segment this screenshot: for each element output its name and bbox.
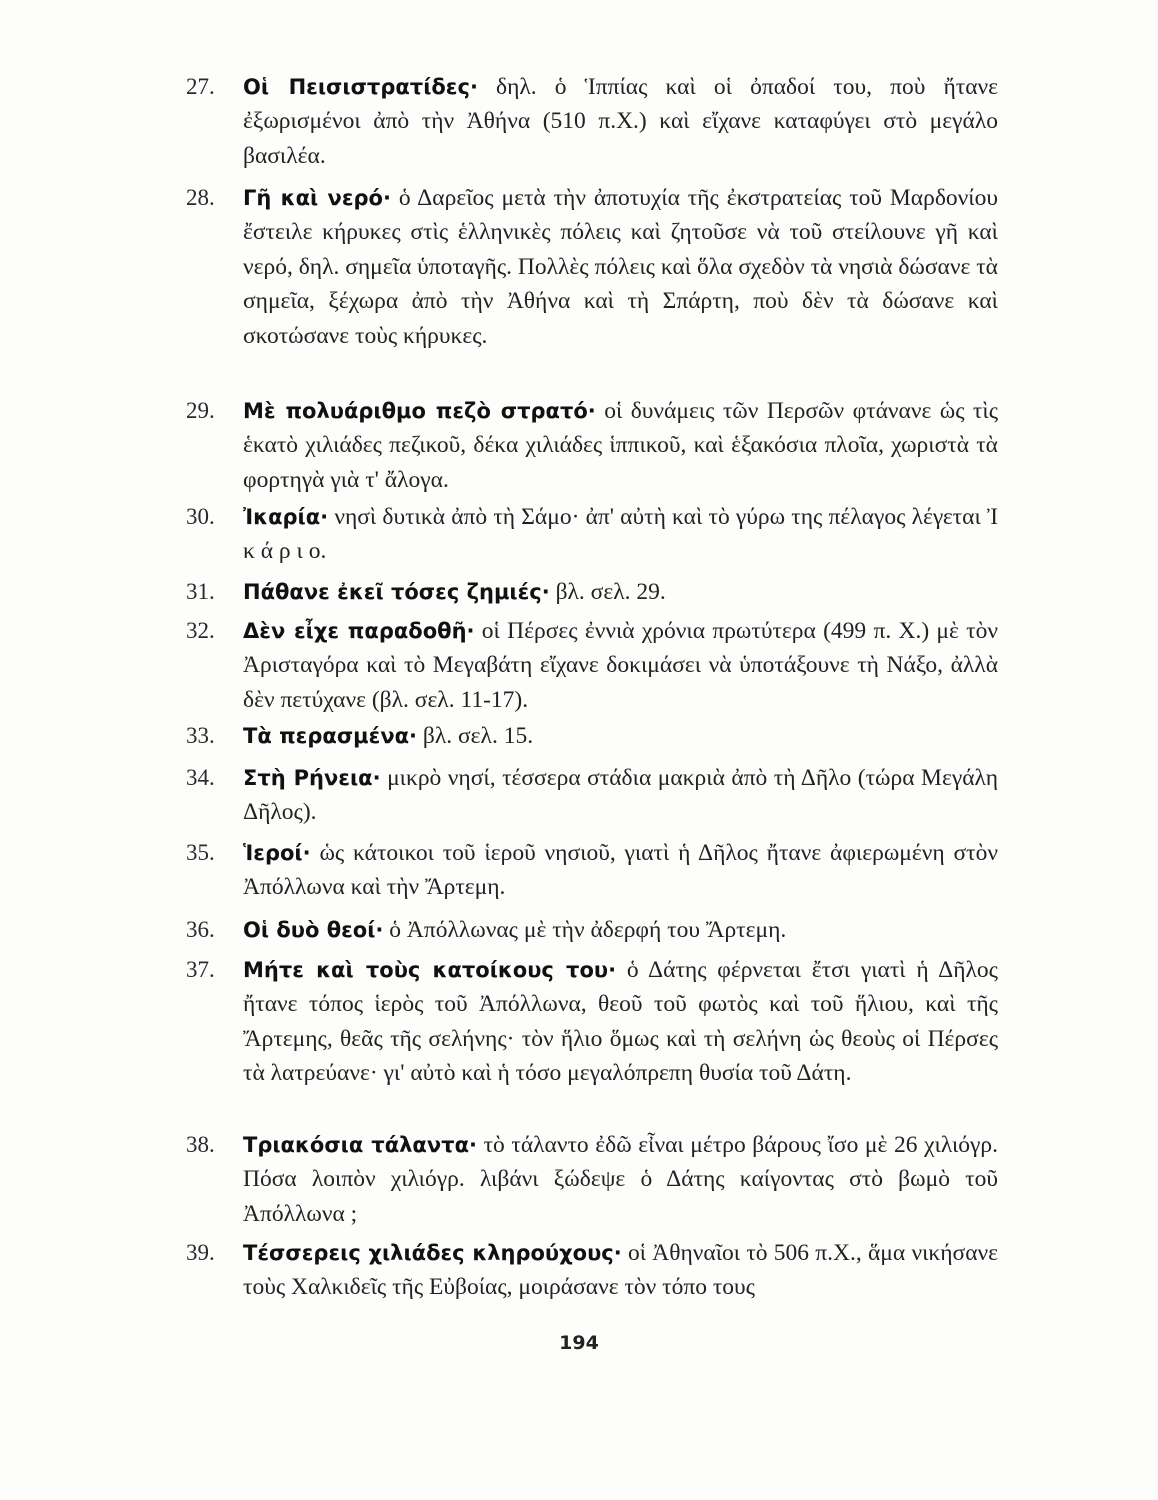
- note-heading: Οἱ δυὸ θεοί·: [243, 918, 384, 942]
- note-number: 37.: [186, 957, 215, 982]
- note-text: [243, 836, 998, 905]
- note-body: τὸ τάλαντο ἐδῶ εἶναι μέτρο βάρους ἴσο μὲ 26 χιλιόγρ. Πόσα λοιπὸν χιλιόγρ. λιβάνι ξώδεψε ὁ Δάτης καίγοντας στὸ βωμὸ τοῦ Ἀπόλλωνα ;: [243, 1132, 998, 1227]
- note-number: 39.: [186, 1240, 215, 1265]
- note-body: μικρὸ νησί, τέσσερα στάδια μακριὰ ἀπὸ τὴ Δῆλο (τώρα Μεγάλη Δῆλος).: [243, 765, 998, 826]
- note-text: [243, 1128, 998, 1231]
- note-37: [186, 953, 998, 1091]
- note-number: 34.: [186, 765, 215, 790]
- note-body: οἱ Ἀθηναῖοι τὸ 506 π.Χ., ἅμα νικήσανε τοὺς Χαλκιδεῖς τῆς Εὐβοίας, μοιράσανε τὸν τόπο τους: [243, 1240, 999, 1301]
- note-number: 28.: [186, 185, 215, 210]
- note-body: δηλ. ὁ Ἱππίας καὶ οἱ ὀπαδοί του, ποὺ ἤτανε ἐξωρισμένοι ἀπὸ τὴν Ἀθήνα (510 π.Χ.) καὶ εἴχανε καταφύγει στὸ μεγάλο βασιλέα.: [243, 74, 998, 169]
- page-number: 194: [559, 1332, 599, 1354]
- note-number: 38.: [186, 1132, 215, 1157]
- note-28: [186, 181, 998, 353]
- note-heading: Ἰκαρία·: [243, 505, 329, 529]
- note-text: [243, 70, 998, 173]
- note-36: [186, 913, 998, 947]
- note-heading: Τὰ περασμένα·: [243, 724, 418, 748]
- note-text: [243, 913, 998, 947]
- note-body: νησὶ δυτικὰ ἀπὸ τὴ Σάμο· ἀπ' αὐτὴ καὶ τὸ γύρω της πέλαγος λέγεται Ἰ κ ά ρ ι ο.: [243, 504, 998, 565]
- note-heading: Τριακόσια τάλαντα·: [243, 1133, 477, 1157]
- note-heading: Οἱ Πεισιστρατίδες·: [243, 75, 478, 99]
- note-heading: Τέσσερεις χιλιάδες κληρούχους·: [243, 1241, 622, 1265]
- note-number: 31.: [186, 579, 215, 604]
- note-38: [186, 1128, 998, 1231]
- note-33: [186, 719, 998, 753]
- note-text: [243, 719, 998, 753]
- note-number: 35.: [186, 840, 215, 865]
- note-heading: Γῆ καὶ νερό·: [243, 186, 391, 210]
- note-heading: Στὴ Ρήνεια·: [243, 766, 381, 790]
- note-heading: Δὲν εἶχε παραδοθῆ·: [243, 619, 475, 643]
- note-text: [243, 575, 998, 609]
- note-number: 30.: [186, 504, 215, 529]
- note-number: 27.: [186, 74, 215, 99]
- note-heading: Ἱεροί·: [243, 841, 311, 865]
- note-text: [243, 394, 998, 497]
- note-body: ὁ Ἀπόλλωνας μὲ τὴν ἀδερφή του Ἄρτεμη.: [389, 917, 787, 943]
- note-text: [243, 500, 998, 569]
- note-31: [186, 575, 998, 609]
- note-body: ὁ Δάτης φέρνεται ἔτσι γιατὶ ἡ Δῆλος ἤτανε τόπος ἱερὸς τοῦ Ἀπόλλωνα, θεοῦ τοῦ φωτὸς καὶ τοῦ ἥλιου, καὶ τῆς Ἄρτεμης, θεᾶς τῆς σελήνης· τὸν ἥλιο ὅμως καὶ τὴ σελήνη ὡς θεοὺς οἱ Πέρσες τὰ λατρεύανε· γι' αὐτὸ καὶ ἡ τόσο μεγαλόπρεπη θυσία τοῦ Δάτη.: [243, 957, 998, 1087]
- note-number: 36.: [186, 917, 215, 942]
- note-number: 29.: [186, 398, 215, 423]
- note-text: [243, 761, 998, 830]
- note-body: ὁ Δαρεῖος μετὰ τὴν ἀποτυχία τῆς ἐκστρατείας τοῦ Μαρδονίου ἔστειλε κήρυκες στὶς ἑλληνικὲς πόλεις καὶ ζητοῦσε νὰ τοῦ στείλουνε γῆ καὶ νερό, δηλ. σημεῖα ὑποταγῆς. Πολλὲς πόλεις καὶ ὅλα σχεδὸν τὰ νησιὰ δώσανε τὰ σημεῖα, ξέχωρα ἀπὸ τὴν Ἀθήνα καὶ τὴ Σπάρτη, ποὺ δὲν τὰ δώσανε καὶ σκοτώσανε τοὺς κήρυκες.: [243, 185, 999, 349]
- note-heading: Μήτε καὶ τοὺς κατοίκους του·: [243, 958, 617, 982]
- note-32: [186, 614, 998, 717]
- note-29: [186, 394, 998, 497]
- note-34: [186, 761, 998, 830]
- note-body: οἱ Πέρσες ἐννιὰ χρόνια πρωτύτερα (499 π. Χ.) μὲ τὸν Ἀρισταγόρα καὶ τὸ Μεγαβάτη εἴχανε δοκιμάσει νὰ ὑποτάξουνε τὴ Νάξο, ἀλλὰ δὲν πετύχανε (βλ. σελ. 11-17).: [243, 618, 999, 713]
- note-30: [186, 500, 998, 569]
- note-body: βλ. σελ. 29.: [555, 579, 666, 605]
- note-text: [243, 953, 998, 1091]
- note-heading: Μὲ πολυάριθμο πεζὸ στρατό·: [243, 399, 596, 423]
- note-number: 33.: [186, 723, 215, 748]
- note-text: [243, 614, 998, 717]
- note-text: [243, 1236, 998, 1305]
- note-body: βλ. σελ. 15.: [422, 723, 534, 749]
- note-heading: Πάθανε ἐκεῖ τόσες ζημιές·: [243, 580, 550, 604]
- note-text: [243, 181, 998, 353]
- note-body: ὡς κάτοικοι τοῦ ἱεροῦ νησιοῦ, γιατὶ ἡ Δῆλος ἤτανε ἀφιερωμένη στὸν Ἀπόλλωνα καὶ τὴν Ἄρτεμη.: [243, 840, 999, 901]
- note-39: [186, 1236, 998, 1305]
- note-number: 32.: [186, 618, 215, 643]
- note-27: [186, 70, 998, 173]
- note-35: [186, 836, 998, 905]
- note-body: οἱ δυνάμεις τῶν Περσῶν φτάνανε ὡς τὶς ἑκατὸ χιλιάδες πεζικοῦ, δέκα χιλιάδες ἱππικοῦ, καὶ ἑξακόσια πλοῖα, χωριστὰ τὰ φορτηγὰ γιὰ τ' ἄλογα.: [243, 398, 998, 493]
